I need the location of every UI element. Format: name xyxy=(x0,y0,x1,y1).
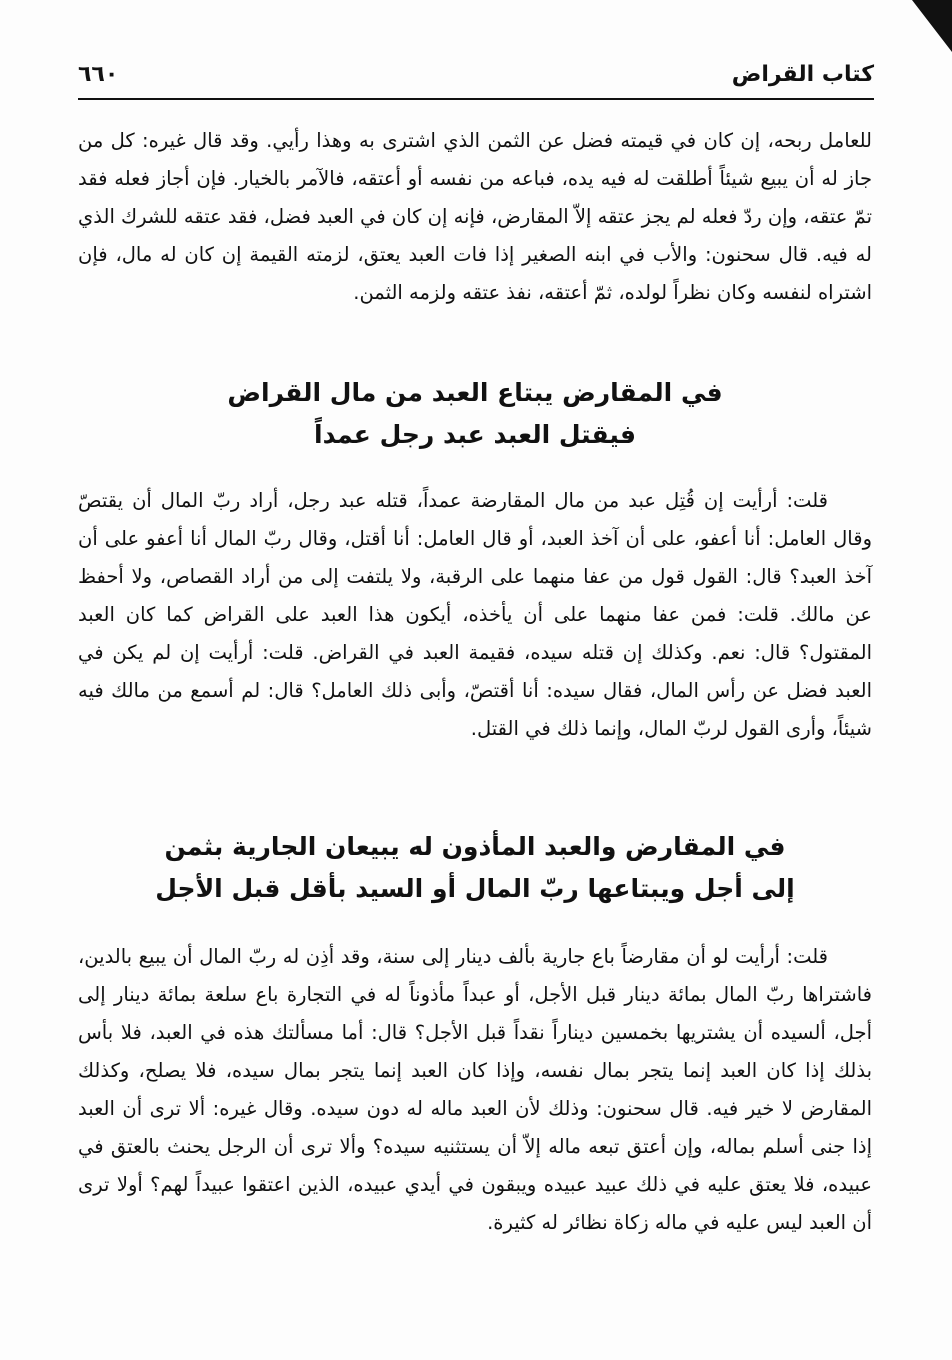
paragraph-continuation: للعامل ربحه، إن كان في قيمته فضل عن الثمن الذي اشترى به وهذا رأيي. وقد قال غيره: كل من جاز له أن يبيع شيئاً أطلقت له فيه يده، فباعه من نفسه أو أعتقه، فالآمر بالخيار. فإن أجاز فعله فقد تمّ عتقه، وإن ردّ فعله لم يجز عتقه إلاّ المقارض، فإنه إن كان في العبد فضل، فقد عتقه للشرك الذي له فيه. قال سحنون: والأب في ابنه الصغير إذا فات العبد يعتق، لزمته القيمة إن كان له مال، فإن اشتراه لنفسه وكان نظراً لولده، ثمّ أعتقه، نفذ عتقه ولزمه الثمن. xyxy=(78,129,872,304)
heading-line: في المقارض يبتاع العبد من مال القراض xyxy=(227,378,723,407)
section-heading-slave-killed xyxy=(78,372,872,456)
corner-mark xyxy=(912,0,952,52)
page-header xyxy=(78,58,874,100)
paragraph-qisas: قلت: أرأيت إن قُتِل عبد من مال المقارضة عمداً، قتله عبد رجل، أراد ربّ المال أن يقتصّ وقال العامل: أنا أعفو، على أن آخذ العبد، أو قال العامل: أنا أقتل، وقال ربّ المال أنا أعفو على أن آخذ العبد؟ قال: القول قول من عفا منهما على الرقبة، ولا يلتفت إلى من أراد القصاص، ولا أحفظ عن مالك. قلت: فمن عفا منهما على أن يأخذه، أيكون هذا العبد على القراض كما كان العبد المقتول؟ قال: نعم. وكذلك إن قتله سيده، فقيمة العبد في القراض. قلت: أرأيت إن لم يكن في العبد فضل عن رأس المال، فقال سيده: أنا أقتصّ، وأبى ذلك العامل؟ قال: لم أسمع من مالك فيه شيئاً، وأرى القول لربّ المال، وإنما ذلك في القتل. xyxy=(78,489,872,740)
page-number: ٦٦٠ xyxy=(78,62,119,87)
running-title: كتاب القراض xyxy=(731,62,874,87)
section-heading-deferred-sale xyxy=(78,826,872,910)
heading-line: في المقارض والعبد المأذون له يبيعان الجارية بثمن xyxy=(164,832,786,861)
paragraph-deferred-sale: قلت: أرأيت لو أن مقارضاً باع جارية بألف دينار إلى سنة، وقد أذِن له ربّ المال أن يبيع بالدين، فاشتراها ربّ المال بمائة دينار قبل الأجل، أو عبداً مأذوناً له في التجارة باع سلعة بمائة دينار إلى أجل، ألسيده أن يشتريها بخمسين ديناراً نقداً قبل الأجل؟ قال: أما مسألتك هذه في العبد، فلا بأس بذلك إذا كان العبد إنما يتجر بمال نفسه، وإذا كان العبد إنما يتجر بمال سيده، فلا يصلح، وكذلك المقارض لا خير فيه. قال سحنون: وذلك لأن العبد ماله له دون سيده. وقال غيره: ألا ترى أن العبد إذا جنى أسلم بماله، وإن أعتق تبعه ماله إلاّ أن يستثنيه سيده؟ وألا ترى أن الرجل يحنث بالعتق في عبيده، فلا يعتق عليه في ذلك عبيد عبيده ويبقون في أيدي عبيده، الذين اعتقوا عبيداً لهم؟ أولا ترى أن العبد ليس عليه في ماله زكاة نظائر له كثيرة. xyxy=(78,945,872,1234)
heading-line: إلى أجل ويبتاعها ربّ المال أو السيد بأقل قبل الأجل xyxy=(155,874,795,903)
heading-line: فيقتل العبد عبد رجل عمداً xyxy=(314,420,636,449)
